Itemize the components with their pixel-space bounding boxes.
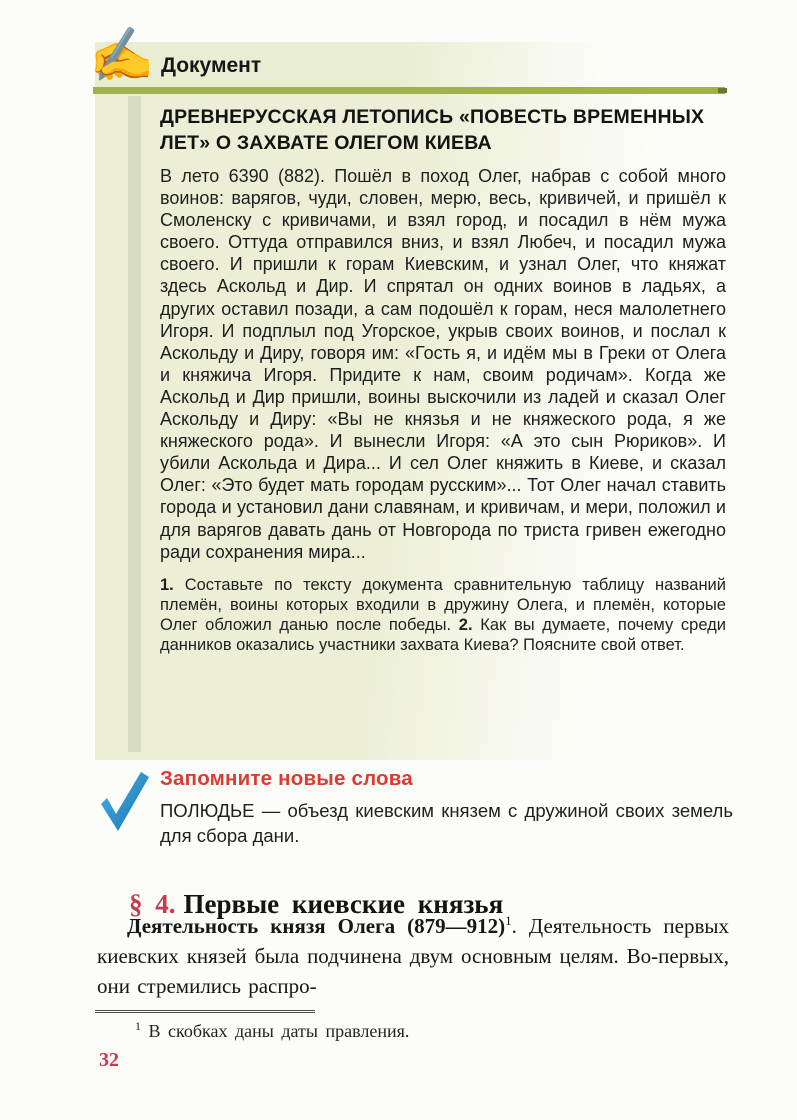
document-header: [87, 24, 727, 88]
footnote-marker: 1: [135, 1019, 141, 1033]
section-divider-bar: [93, 87, 725, 94]
page-number: 32: [99, 1049, 119, 1071]
document-title: ДРЕВНЕРУССКАЯ ЛЕТОПИСЬ «ПОВЕСТЬ ВРЕМЕННЫХ ЛЕТ» О ЗАХВАТЕ ОЛЕГОМ КИЕВА: [160, 106, 705, 154]
footnote-text: В скобках даны даты правления.: [141, 1021, 410, 1041]
vocabulary-content: [160, 767, 733, 848]
document-body-text: В лето 6390 (882). Пошёл в поход Олег, набрав с собой много воинов: варягов, чуди, словен, мерю, весь, кривичей, и пришёл к Смоленску с кривичами, и взял город, и посадил в нём мужа своего. Оттуда отправился вниз, и взял Любеч, и посадил мужа своего. И пришли к горам Киевским, и узнал Олег, что княжат здесь Аскольд и Дир. И спрятал он одних воинов в ладьях, а других оставил позади, а сам подошёл к горам, неся малолетнего Игоря. И подплыл под Угорское, укрыв своих воинов, и послал к Аскольду и Диру, говоря им: «Гость я, и идём мы в Греки от Олега и княжича Игоря. Придите к нам, своим родичам». Когда же Аскольд и Дир пришли, воины выскочили из ладей и сказал Олег Аскольду и Диру: «Вы не князья и не княжеского рода, я же княжеского рода». И вынесли Игоря: «А это сын Рюриков». И убили Аскольда и Дира... И сел Олег княжить в Киеве, и сказал Олег: «Это будет мать городам русским»... Тот Олег начал ставить города и установил дани славянам, и кривичам, и мери, положил и для варягов давать дань от Новгорода по триста гривен ежегодно ради сохранения мира...: [160, 166, 726, 562]
lead-bold-text: Деятельность князя Олега (879—912): [127, 914, 506, 938]
lead-regular-text: . Деятельность первых киевских князей была подчинена двум основным целям. Во-первых, они стремились распро-: [97, 914, 729, 998]
document-content: [95, 94, 730, 656]
question-text: Как вы думаете, почему среди данников оказались участники захвата Киева? Поясните свой ответ.: [160, 616, 726, 655]
question-number: 2.: [458, 616, 473, 635]
question-text: Составьте по тексту документа сравнительную таблицу названий племён, воины которых входили в дружину Олега, и племён, которые Олег обложил данью после победы.: [160, 575, 726, 635]
footnote-rule: [95, 1010, 315, 1013]
checkmark-icon: [97, 770, 151, 834]
document-panel: [95, 94, 730, 760]
footnote-reference: 1: [505, 913, 512, 928]
vocabulary-section: [95, 767, 733, 848]
chapter-lead-paragraph: [97, 911, 729, 1001]
chapter-number: § 4.: [129, 889, 176, 920]
chapter-title: Первые киевские князья: [183, 889, 504, 920]
question-number: 1.: [160, 575, 174, 594]
vocabulary-heading: Запомните новые слова: [160, 767, 413, 790]
document-questions: [160, 575, 726, 656]
footnote: [95, 1019, 727, 1042]
writing-hand-icon: ✍: [87, 24, 156, 88]
document-header-label: Документ: [161, 54, 262, 77]
vocabulary-definition: ПОЛЮДЬЕ — объезд киевским князем с дружиной своих земель для сбора дани.: [160, 800, 733, 846]
